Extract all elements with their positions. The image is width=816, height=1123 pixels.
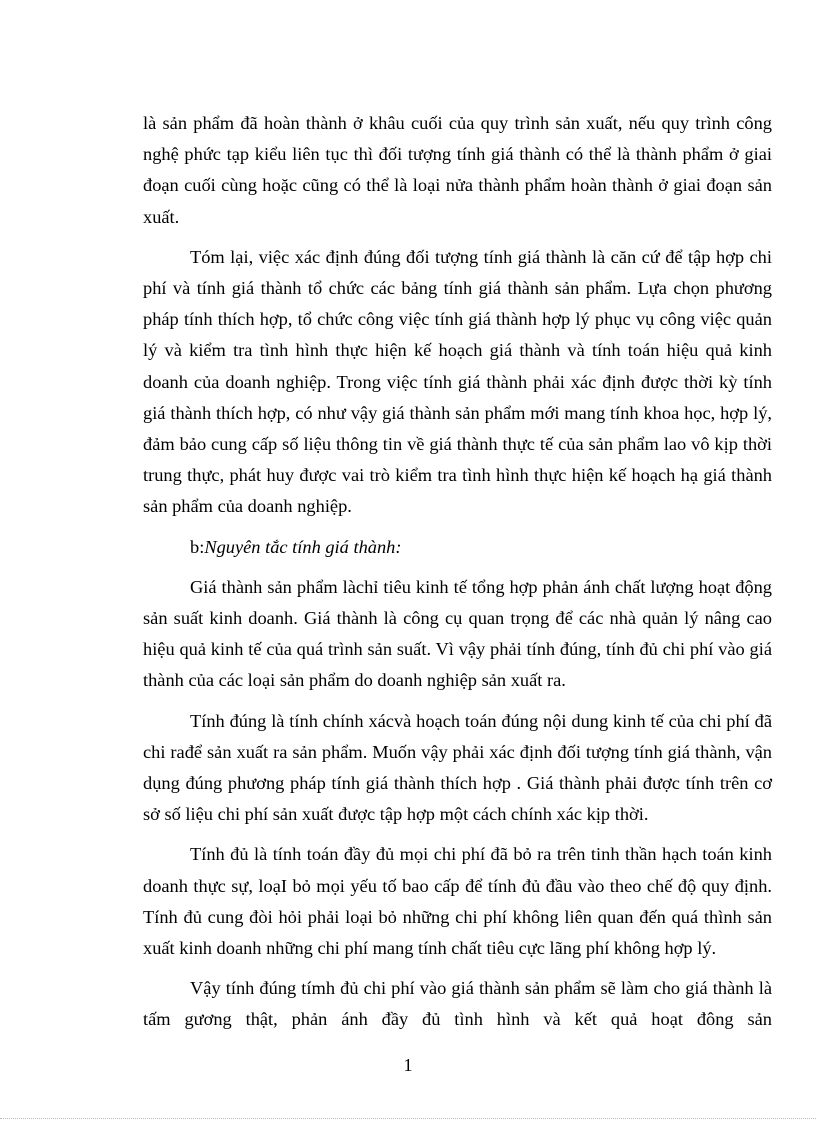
page-bottom-divider (0, 1118, 816, 1119)
paragraph-principle-intro: Giá thành sản phẩm làchỉ tiêu kinh tế tổng hợp phản ánh chất lượng hoạt động sản suất kinh doanh. Giá thành là công cụ quan trọng để các nhà quản lý nâng cao hiệu quả kinh tế của quá trình sản suất. Vì vậy phải tính đúng, tính đủ chi phí vào giá thành của các loại sản phẩm do doanh nghiệp sản xuất ra. (143, 576, 772, 691)
paragraph-continuation: là sản phẩm đã hoàn thành ở khâu cuối của quy trình sản xuất, nếu quy trình công nghệ phức tạp kiểu liên tục thì đối tượng tính giá thành có thể là thành phẩm ở giai đoạn cuối cùng hoặc cũng có thể là loại nửa thành phẩm hoàn thành ở giai đoạn sản xuất. (143, 113, 772, 227)
section-heading (143, 532, 772, 563)
paragraph-summary: Tóm lại, việc xác định đúng đối tượng tính giá thành là căn cứ để tập hợp chi phí và tính giá thành tổ chức các bảng tính giá thành sản phẩm. Lựa chọn phương pháp tính thích hợp, tổ chức công việc tính giá thành hợp lý phục vụ công việc quản lý và kiểm tra tình hình thực hiện kế hoạch giá thành và tính toán hiệu quả kinh doanh của doanh nghiệp. Trong việc tính giá thành phải xác định được thời kỳ tính giá thành thích hợp, có như vậy giá thành sản phẩm mới mang tính khoa học, hợp lý, đảm bảo cung cấp số liệu thông tin về giá thành thực tế của sản phẩm lao vô kịp thời trung thực, phát huy được vai trò kiểm tra tình hình thực hiện kế hoạch hạ giá thành sản phẩm của doanh nghiệp. (143, 246, 772, 517)
document-body (143, 108, 772, 1045)
paragraph-conclusion: Vậy tính đúng tímh đủ chi phí vào giá thành sản phẩm sẽ làm cho giá thành là tấm gương thật, phản ánh đầy đủ tình hình và kết quả hoạt đông sản (143, 978, 772, 1030)
paragraph-accurate-costing: Tính đúng là tính chính xácvà hoạch toán đúng nội dung kinh tế của chi phí đã chi rađể sản xuất ra sản phẩm. Muốn vậy phải xác định đối tượng tính giá thành, vận dụng đúng phương pháp tính giá thành thích hợp . Giá thành phải được tính trên cơ sở số liệu chi phí sản xuất được tập hợp một cách chính xác kịp thời. (143, 710, 772, 825)
section-heading-prefix: b: (190, 536, 205, 557)
paragraph-full-costing: Tính đủ là tính toán đầy đủ mọi chi phí đã bỏ ra trên tinh thần hạch toán kinh doanh thực sự, loạI bỏ mọi yếu tố bao cấp để tính đủ đầu vào theo chế độ quy định. Tính đủ cung đòi hỏi phải loại bỏ những chi phí không liên quan đến quá thình sản xuất kinh doanh những chi phí mang tính chất tiêu cực lãng phí không hợp lý. (143, 844, 772, 959)
page-number: 1 (403, 1055, 413, 1075)
section-heading-title: Nguyên tắc tính giá thành: (204, 536, 402, 557)
